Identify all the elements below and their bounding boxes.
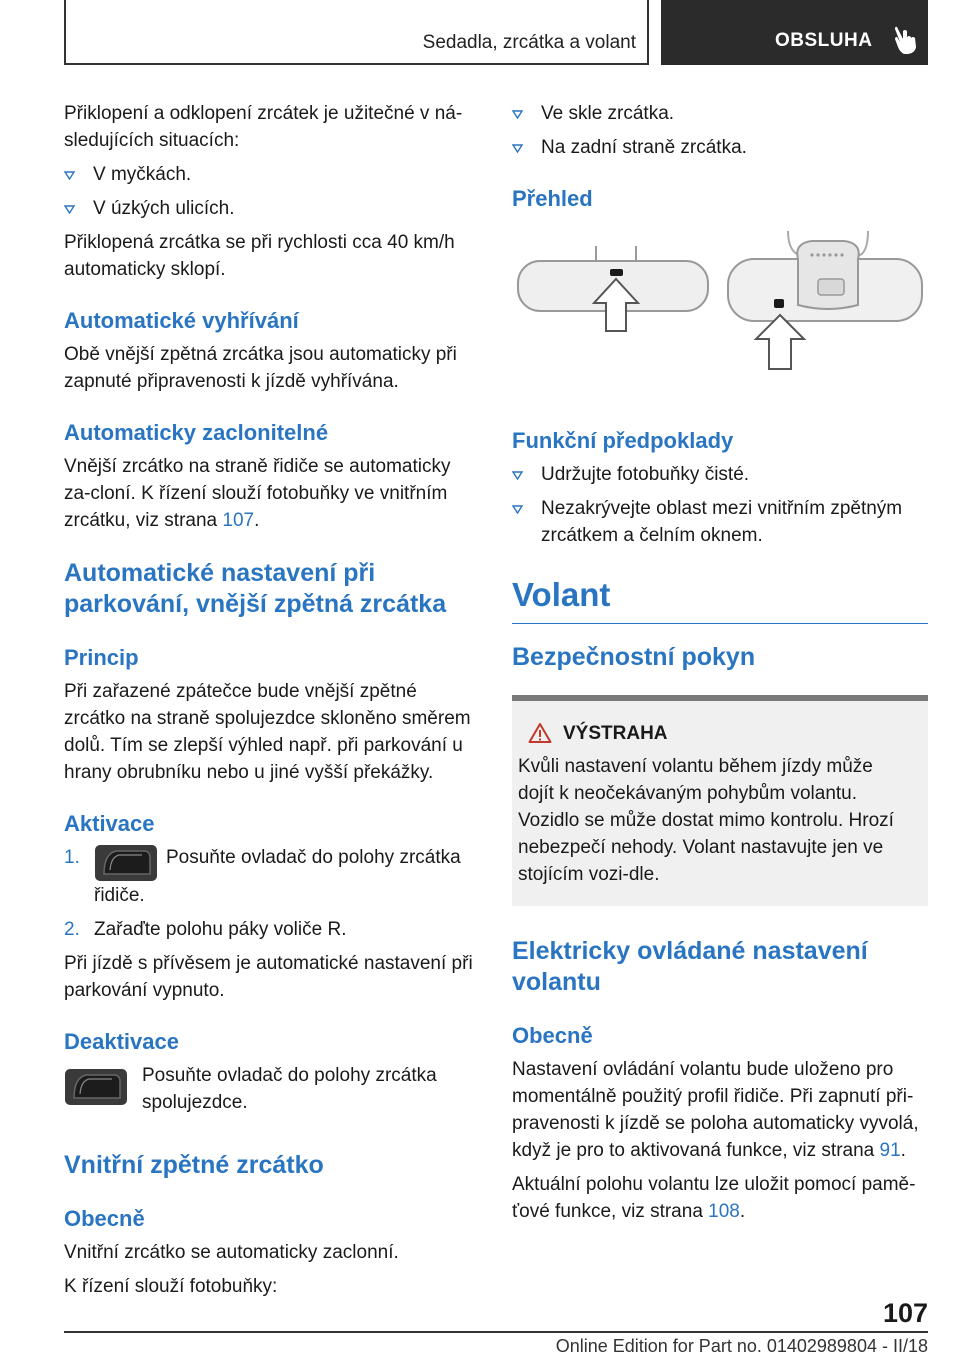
triangle-bullet-icon: [64, 171, 75, 180]
bullet-text: V myčkách.: [93, 164, 192, 185]
step-number: 2.: [64, 919, 80, 940]
heading-general: Obecně: [64, 1206, 145, 1231]
heading-activation: Aktivace: [64, 811, 155, 836]
profile-text: Nastavení ovládání volantu bude uloženo pro momentálně použitý profil řidiče. Při zapnutí při-pravenosti k jízdě se poloha automaticky vyvolá, když je pro to aktivovaná funkce, viz strana 91.: [512, 1059, 919, 1161]
page-link[interactable]: 108: [708, 1201, 740, 1222]
list-item: [64, 844, 480, 909]
footer-edition: Online Edition for Part no. 01402989804 - II/18: [555, 1336, 928, 1356]
triangle-bullet-icon: [64, 205, 75, 214]
list-item: [512, 461, 928, 488]
list-item: [512, 134, 928, 161]
memory-text: Aktuální polohu volantu lze uložit pomocí pamě-ťové funkce, viz strana 108.: [512, 1174, 916, 1222]
list-item: [512, 100, 928, 127]
bullet-text: Udržujte fotobuňky čisté.: [541, 464, 750, 485]
list-item: [64, 161, 480, 188]
triangle-bullet-icon: [512, 471, 523, 480]
heading-deactivation: Deaktivace: [64, 1029, 179, 1054]
mirror-switch-icon: [64, 1068, 128, 1106]
bullet-text: V úzkých ulicích.: [93, 198, 235, 219]
auto-dimming-text: Vnější zrcátko na straně řidiče se automaticky za-cloní. K řízení slouží fotobuňky ve vnitřním zrcátku, viz strana 107.: [64, 456, 451, 531]
mirror-switch-icon: [94, 844, 158, 882]
header-chapter-title: OBSLUHA: [775, 30, 873, 51]
page-link[interactable]: 107: [222, 510, 255, 531]
triangle-bullet-icon: [512, 505, 523, 514]
page-number: 107: [882, 1298, 928, 1328]
triangle-bullet-icon: [512, 144, 523, 153]
footer-divider: [64, 1331, 928, 1333]
mirror-photocell-illustration: [512, 231, 928, 401]
header-section-title: Sedadla, zrcátka a volant: [422, 32, 636, 53]
right-column: [512, 100, 928, 1232]
photocells-text: K řízení slouží fotobuňky:: [64, 1276, 278, 1297]
pointing-hand-icon: [893, 25, 919, 55]
heading-inner-mirror: Vnitřní zpětné zrcátko: [64, 1151, 324, 1179]
heading-heating: Automatické vyhřívání: [64, 308, 299, 333]
left-column: [64, 100, 480, 1307]
principle-text: Při zařazené zpátečce bude vnější zpětné zrcátko na straně spolujezdce skloněno směrem dolů. Tím se zlepší výhled např. při parkování u hrany obrubníku nebo u jiné vyšší překážky.: [64, 681, 471, 783]
bullet-text: Na zadní straně zrcátka.: [541, 137, 747, 158]
general-text: Vnitřní zrcátko se automaticky zaclonní.: [64, 1242, 399, 1263]
heading-steering-wheel: Volant: [512, 575, 928, 624]
fold-speed-text: Přiklopená zrcátka se při rychlosti cca 40 km/h automaticky sklopí.: [64, 232, 455, 280]
heading-safety: Bezpečnostní pokyn: [512, 643, 756, 671]
deactivation-text: Posuňte ovladač do polohy zrcátka spolujezdce.: [142, 1065, 437, 1113]
list-item: [64, 195, 480, 222]
step-text: Posuňte ovladač do polohy zrcátka řidiče.: [94, 847, 461, 906]
heading-auto-dimming: Automaticky zaclonitelné: [64, 420, 329, 445]
deactivation-row: [64, 1062, 480, 1116]
trailer-text: Při jízdě s přívěsem je automatické nastavení při parkování vypnuto.: [64, 953, 473, 1001]
bullet-text: Nezakrývejte oblast mezi vnitřním zpětným zrcátkem a čelním oknem.: [541, 498, 903, 546]
bullet-text: Ve skle zrcátka.: [541, 103, 675, 124]
warning-box: [512, 695, 928, 906]
heating-text: Obě vnější zpětná zrcátka jsou automaticky při zapnuté připravenosti k jízdě vyhřívána.: [64, 344, 457, 392]
intro-text: Přiklopení a odklopení zrcátek je užitečné v ná-sledujících situacích:: [64, 103, 463, 151]
step-text: Zařaďte polohu páky voliče R.: [94, 919, 347, 940]
heading-principle: Princip: [64, 645, 139, 670]
triangle-bullet-icon: [512, 110, 523, 119]
header-chapter-box: [661, 0, 928, 65]
heading-general-right: Obecně: [512, 1023, 593, 1048]
step-number: 1.: [64, 847, 80, 868]
warning-text: Kvůli nastavení volantu během jízdy může dojít k neočekávaným pohybům volantu. Vozidlo se může dostat mimo kontrolu. Hrozí nebezpečí nehody. Volant nastavujte jen ve stojícím vozi-dle.: [518, 756, 894, 885]
heading-parking-mirrors: Automatické nastavení při parkování, vnější zpětná zrcátka: [64, 559, 447, 618]
page-link[interactable]: 91: [879, 1140, 901, 1161]
list-item: [512, 495, 928, 549]
warning-triangle-icon: [528, 722, 552, 744]
list-item: [64, 916, 480, 943]
heading-electric-adjustment: Elektricky ovládané nastavení volantu: [512, 937, 868, 996]
heading-preconditions: Funkční předpoklady: [512, 428, 734, 453]
heading-overview: Přehled: [512, 186, 593, 211]
warning-title: VÝSTRAHA: [518, 721, 908, 747]
